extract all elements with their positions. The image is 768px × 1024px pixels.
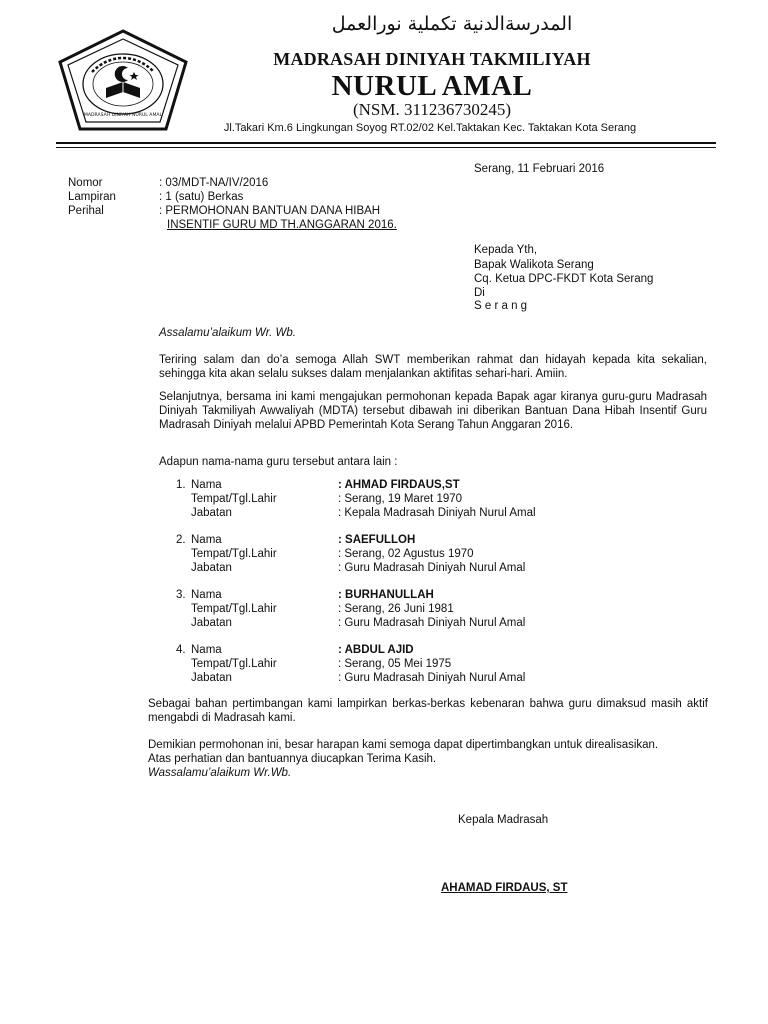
arabic-name: المدرسةالدنية تكملية نورالعمل	[331, 13, 573, 35]
teacher-position: : Guru Madrasah Diniyah Nurul Amal	[338, 562, 526, 574]
perihal-value-line2: INSENTIF GURU MD TH.ANGGARAN 2016.	[167, 219, 397, 231]
perihal-value: : PERMOHONAN BANTUAN DANA HIBAH	[159, 205, 381, 217]
teacher-name-label: Nama	[191, 479, 222, 491]
letterhead-rule-thin	[56, 147, 716, 148]
teacher-birth: : Serang, 02 Agustus 1970	[338, 548, 474, 560]
teacher-number: 2.	[176, 534, 186, 546]
teacher-name-label: Nama	[191, 644, 222, 656]
lampiran-label: Lampiran	[68, 191, 116, 203]
perihal-label: Perihal	[68, 205, 104, 217]
teacher-position-label: Jabatan	[191, 562, 232, 574]
teacher-position: : Guru Madrasah Diniyah Nurul Amal	[338, 617, 526, 629]
nomor-label: Nomor	[68, 177, 103, 189]
signature-name: AHAMAD FIRDAUS, ST	[441, 882, 568, 894]
letter-date: Serang, 11 Februari 2016	[474, 163, 605, 175]
letterhead-rule-thick	[56, 142, 716, 144]
teacher-name-label: Nama	[191, 589, 222, 601]
teacher-position: : Kepala Madrasah Diniyah Nurul Amal	[338, 507, 536, 519]
teacher-position-label: Jabatan	[191, 507, 232, 519]
teacher-birth-label: Tempat/Tgl.Lahir	[191, 658, 277, 670]
letterhead-nsm: (NSM. 311236730245)	[352, 100, 512, 119]
teacher-name: : SAEFULLOH	[338, 534, 416, 546]
teacher-birth: : Serang, 26 Juni 1981	[338, 603, 454, 615]
madrasah-logo	[56, 28, 190, 132]
paragraph-3: Sebagai bahan pertimbangan kami lampirkan berkas-berkas kebenaran bahwa guru dimaksud masih aktif mengabdi di Madrasah kami.	[148, 698, 708, 724]
teacher-name: : ABDUL AJID	[338, 644, 414, 656]
letterhead-title: MADRASAH DINIYAH TAKMILIYAH	[273, 49, 591, 69]
recipient-line2: Bapak Walikota Serang	[474, 259, 594, 271]
lampiran-value: : 1 (satu) Berkas	[159, 191, 244, 203]
closing-line-1: Demikian permohonan ini, besar harapan kami semoga dapat dipertimbangkan untuk direalisasikan.	[148, 739, 659, 751]
teacher-number: 4.	[176, 644, 186, 656]
greeting: Assalamu’alaikum Wr. Wb.	[159, 327, 296, 339]
closing-salam: Wassalamu’alaikum Wr.Wb.	[148, 767, 292, 779]
teacher-number: 1.	[176, 479, 186, 491]
book-and-moon-star-emblem-icon	[56, 28, 190, 132]
letterhead-name: NURUL AMAL	[331, 70, 533, 102]
paragraph-2: Selanjutnya, bersama ini kami mengajukan permohonan kepada Bapak agar kiranya guru-guru Madrasah Diniyah Takmiliyah Awwaliyah (MDTA) tersebut dibawah ini diberikan Bantuan Dana Hibah Insentif Guru Madrasah Diniyah melalui APBD Pemerintah Kota Serang Tahun Anggaran 2016.	[159, 391, 707, 431]
recipient-line4: Di	[474, 287, 485, 299]
recipient-line3: Cq. Ketua DPC-FKDT Kota Serang	[474, 273, 654, 285]
signature-title: Kepala Madrasah	[458, 814, 549, 826]
teacher-position-label: Jabatan	[191, 617, 232, 629]
letterhead-address: Jl.Takari Km.6 Lingkungan Soyog RT.02/02 Kel.Taktakan Kec. Taktakan Kota Serang	[223, 122, 637, 134]
recipient-line1: Kepada Yth,	[474, 244, 538, 256]
teacher-name-label: Nama	[191, 534, 222, 546]
teacher-position: : Guru Madrasah Diniyah Nurul Amal	[338, 672, 526, 684]
teacher-birth-label: Tempat/Tgl.Lahir	[191, 603, 277, 615]
recipient-line5: S e r a n g	[474, 300, 528, 312]
nomor-value: : 03/MDT-NA/IV/2016	[159, 177, 269, 189]
teacher-birth-label: Tempat/Tgl.Lahir	[191, 493, 277, 505]
teacher-birth: : Serang, 05 Mei 1975	[338, 658, 452, 670]
teacher-list-intro: Adapun nama-nama guru tersebut antara lain :	[159, 456, 398, 468]
logo-caption: MADRASAH DINIYAH NURUL AMAL	[83, 113, 163, 118]
closing-line-2: Atas perhatian dan bantuannya diucapkan Terima Kasih.	[148, 753, 437, 765]
teacher-name: : BURHANULLAH	[338, 589, 434, 601]
teacher-number: 3.	[176, 589, 186, 601]
paragraph-1: Teriring salam dan do’a semoga Allah SWT memberikan rahmat dan hidayah kepada kita sekalian, sehingga kita akan selalu sukses dalam menjalankan aktifitas sehari-hari. Amiin.	[159, 354, 707, 380]
teacher-position-label: Jabatan	[191, 672, 232, 684]
teacher-birth-label: Tempat/Tgl.Lahir	[191, 548, 277, 560]
teacher-birth: : Serang, 19 Maret 1970	[338, 493, 463, 505]
teacher-name: : AHMAD FIRDAUS,ST	[338, 479, 460, 491]
